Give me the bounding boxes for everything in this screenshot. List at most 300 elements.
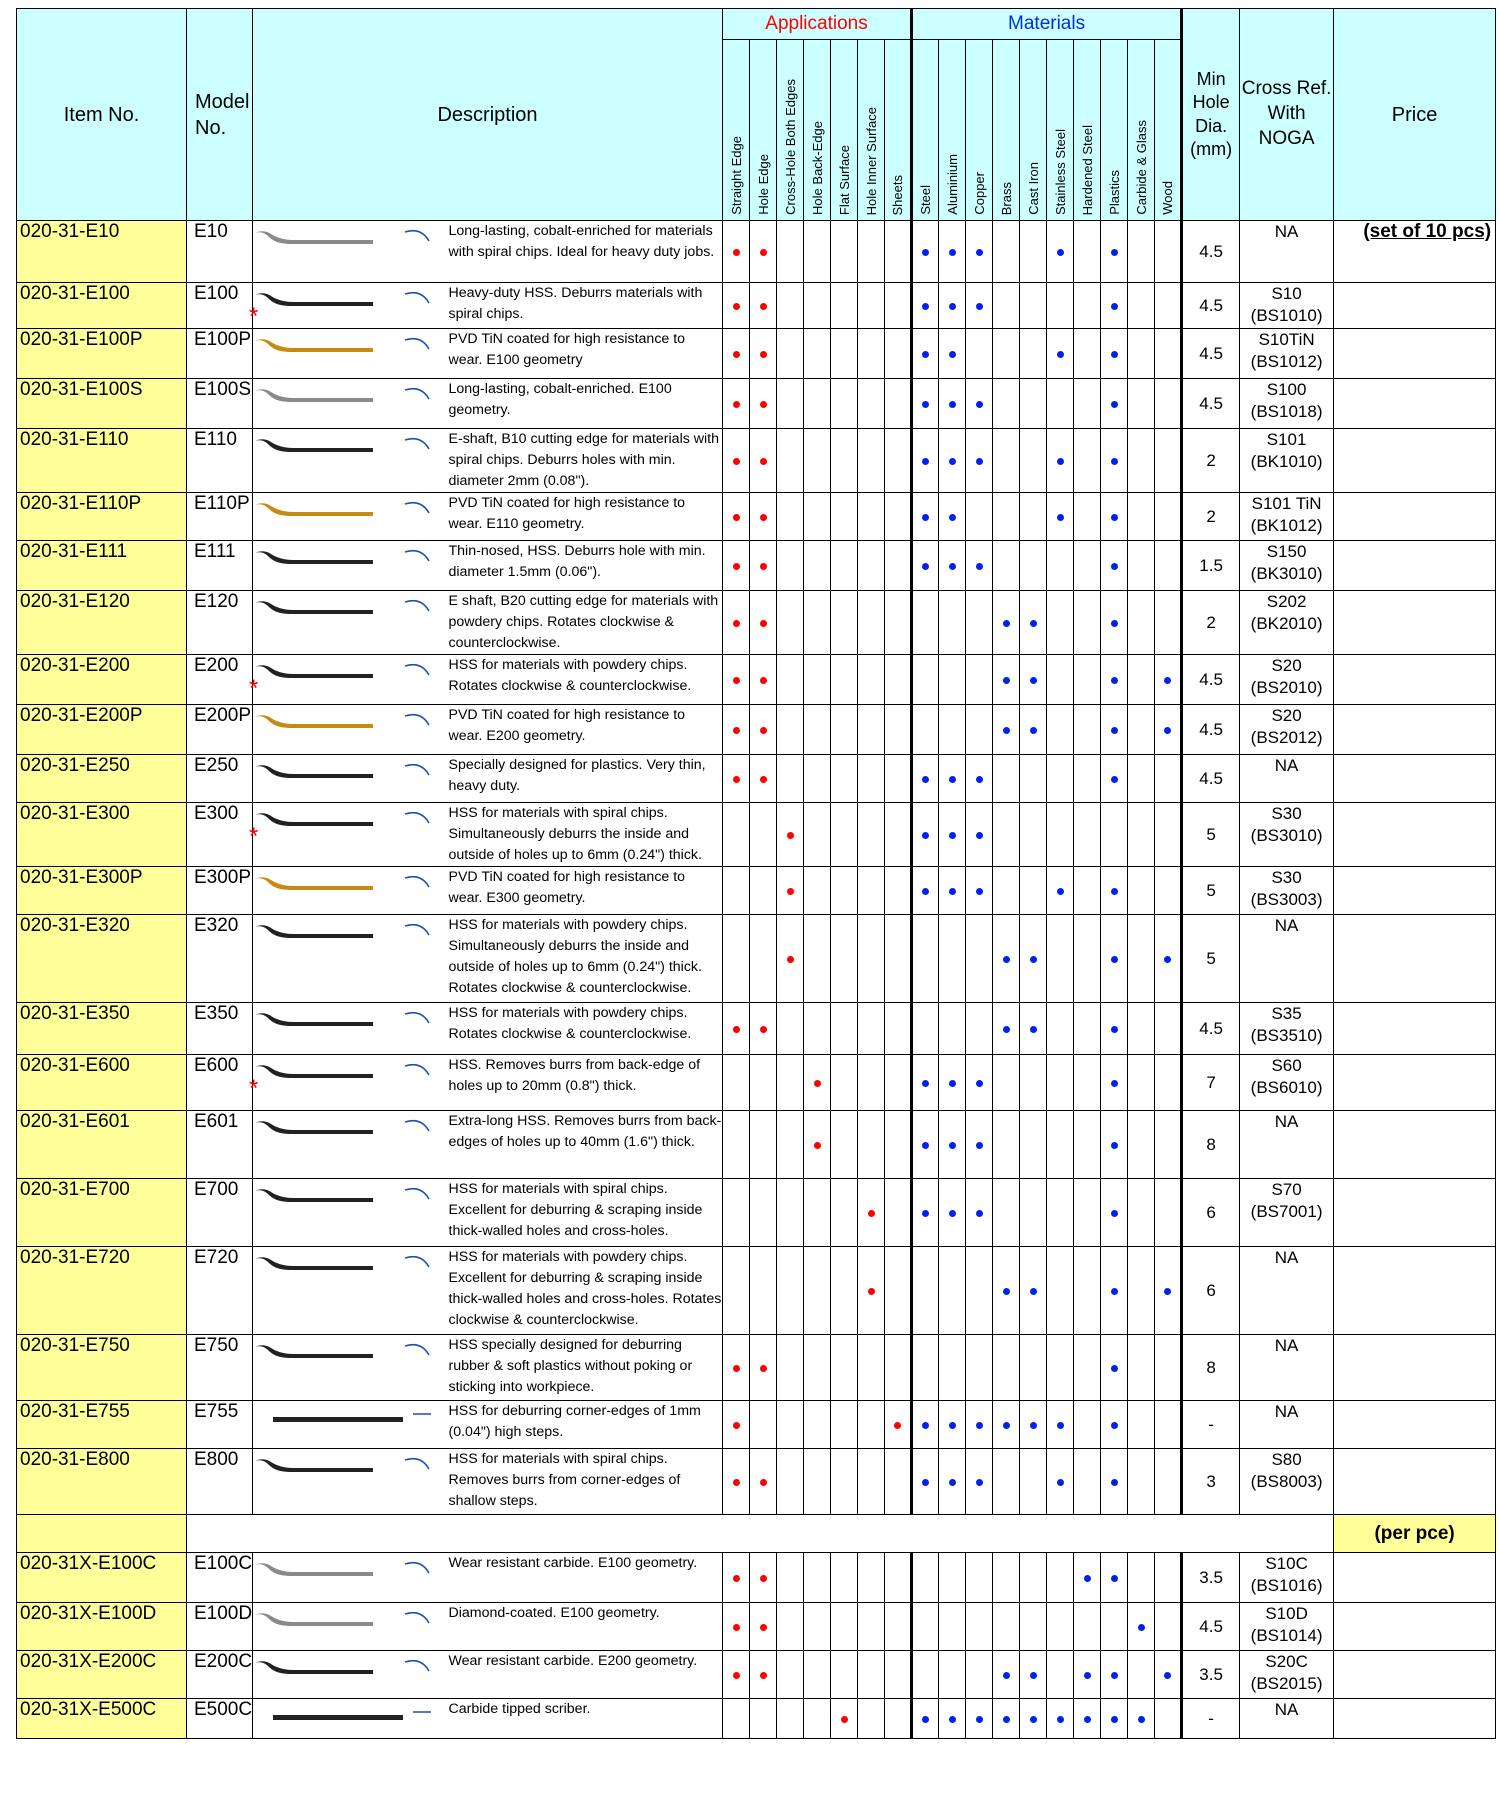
price-cell: [1334, 655, 1496, 705]
description-text: E-shaft, B10 cutting edge for materials with spiral chips. Deburrs holes with min. diameter 2mm (0.08").: [448, 431, 719, 489]
material-cell: [1047, 1055, 1074, 1111]
material-cell: [939, 705, 966, 755]
model-number: E200: [187, 655, 253, 705]
deburring-tool-icon: [253, 1409, 433, 1429]
material-cell: [939, 1603, 966, 1651]
material-cell: [939, 379, 966, 429]
material-cell: [1128, 221, 1155, 283]
application-cell: [723, 429, 750, 493]
item-number: 020-31-E120: [17, 591, 187, 655]
application-cell: [858, 1111, 885, 1179]
application-dot: [733, 727, 740, 734]
material-cell: [1020, 379, 1047, 429]
application-cell: [831, 1553, 858, 1603]
application-cell: [750, 283, 777, 329]
material-cell: [1128, 379, 1155, 429]
application-cell: [750, 1449, 777, 1515]
material-dot: [949, 1479, 956, 1486]
description-text: PVD TiN coated for high resistance to wear. E300 geometry.: [448, 869, 686, 906]
material-cell: [993, 541, 1020, 591]
material-cell: [1074, 1699, 1101, 1739]
application-dot: [814, 1080, 821, 1087]
material-cell: [1020, 1247, 1047, 1335]
material-cell: [939, 1003, 966, 1055]
description-text: HSS for deburring corner-edges of 1mm (0.04") high steps.: [448, 1403, 701, 1440]
application-cell: [777, 705, 804, 755]
material-cell: [993, 591, 1020, 655]
application-cell: [723, 221, 750, 283]
tool-image-cell: [253, 329, 443, 379]
material-cell: [912, 283, 939, 329]
application-cell: [885, 1603, 912, 1651]
material-cell: [1047, 1003, 1074, 1055]
material-cell: [1047, 221, 1074, 283]
tool-image-cell: [253, 1179, 443, 1247]
material-cell: [1101, 1003, 1128, 1055]
material-cell: [1074, 1651, 1101, 1699]
material-cell: [912, 541, 939, 591]
material-dot: [949, 1142, 956, 1149]
application-dot: [760, 727, 767, 734]
material-dot: [949, 563, 956, 570]
tool-image-cell: [253, 379, 443, 429]
application-dot: [760, 303, 767, 310]
material-cell: [1074, 1335, 1101, 1401]
application-cell: [858, 755, 885, 803]
material-cell: [993, 1003, 1020, 1055]
material-cell: [1101, 329, 1128, 379]
material-dot: [1030, 1422, 1037, 1429]
tool-image-cell: [253, 1553, 443, 1603]
application-dot: [760, 1479, 767, 1486]
table-row: [17, 1449, 1496, 1515]
table-row: [17, 1553, 1496, 1603]
material-cell: [1074, 1553, 1101, 1603]
asterisk-icon: *: [249, 823, 259, 850]
material-dot: [1164, 727, 1171, 734]
header-material-label: Aluminium: [944, 154, 960, 215]
application-cell: [804, 1603, 831, 1651]
application-cell: [723, 1179, 750, 1247]
material-dot: [1030, 1288, 1037, 1295]
application-cell: [885, 591, 912, 655]
application-cell: [777, 655, 804, 705]
application-cell: [750, 591, 777, 655]
material-dot: [1003, 620, 1010, 627]
application-cell: [831, 493, 858, 541]
application-cell: [777, 329, 804, 379]
material-cell: [1155, 655, 1182, 705]
noga-cross-reference: S20C (BS2015): [1240, 1651, 1334, 1699]
material-cell: [912, 1179, 939, 1247]
header-application-label: Sheets: [890, 174, 906, 215]
deburring-tool-icon: [253, 1011, 433, 1031]
header-description: Description: [253, 9, 723, 221]
noga-cross-reference: S10 (BS1010): [1240, 283, 1334, 329]
table-row: [17, 1401, 1496, 1449]
material-cell: [1128, 755, 1155, 803]
item-number: 020-31-E350: [17, 1003, 187, 1055]
material-cell: [1074, 915, 1101, 1003]
application-dot: [787, 832, 794, 839]
material-cell: [1020, 1553, 1047, 1603]
price-cell: [1334, 541, 1496, 591]
section-separator-row: [17, 1515, 1496, 1553]
material-cell: [1074, 867, 1101, 915]
material-cell: [1155, 755, 1182, 803]
application-cell: [831, 803, 858, 867]
noga-cross-reference: NA: [1240, 1247, 1334, 1335]
description-text: Long-lasting, cobalt-enriched for materials with spiral chips. Ideal for heavy duty jobs.: [448, 223, 715, 260]
description: [443, 283, 723, 329]
application-cell: [858, 655, 885, 705]
min-hole-diameter: 4.5: [1182, 329, 1240, 379]
material-cell: [1074, 283, 1101, 329]
deburring-tool-icon: [253, 1659, 433, 1679]
material-dot: [922, 776, 929, 783]
application-cell: [750, 541, 777, 591]
material-cell: [1020, 1335, 1047, 1401]
model-number: E750: [187, 1335, 253, 1401]
application-dot: [733, 1672, 740, 1679]
deburring-tool-icon: [253, 501, 433, 521]
material-cell: [1047, 705, 1074, 755]
description-text: Extra-long HSS. Removes burrs from back-edges of holes up to 40mm (1.6") thick.: [448, 1113, 722, 1150]
material-cell: [966, 705, 993, 755]
price-cell: [1334, 1179, 1496, 1247]
material-dot: [922, 249, 929, 256]
min-hole-diameter: 5: [1182, 915, 1240, 1003]
application-cell: [777, 1603, 804, 1651]
material-dot: [949, 1716, 956, 1723]
application-cell: [777, 493, 804, 541]
tool-image-cell: [253, 755, 443, 803]
application-cell: [885, 1179, 912, 1247]
material-dot: [1111, 1210, 1118, 1217]
application-cell: [804, 1335, 831, 1401]
material-cell: [1074, 803, 1101, 867]
material-cell: [1047, 1651, 1074, 1699]
material-dot: [1138, 1716, 1145, 1723]
model-number: E100S: [187, 379, 253, 429]
application-cell: [723, 379, 750, 429]
material-cell: [993, 379, 1020, 429]
tool-image-cell: [253, 1111, 443, 1179]
model-number: E500C: [187, 1699, 253, 1739]
noga-cross-reference: S202 (BK2010): [1240, 591, 1334, 655]
application-cell: [885, 283, 912, 329]
tool-image: [253, 501, 433, 521]
material-cell: [993, 1603, 1020, 1651]
application-cell: [804, 755, 831, 803]
material-cell: [939, 1247, 966, 1335]
material-cell: [1020, 429, 1047, 493]
item-number: 020-31X-E200C: [17, 1651, 187, 1699]
application-dot: [760, 1365, 767, 1372]
application-cell: [885, 1449, 912, 1515]
application-dot: [733, 1624, 740, 1631]
item-number: 020-31-E111: [17, 541, 187, 591]
material-cell: [1101, 379, 1128, 429]
tool-image: [253, 811, 433, 831]
application-cell: [777, 1179, 804, 1247]
header-application-label: Flat Surface: [836, 144, 852, 215]
deburring-tool-icon: [253, 663, 433, 683]
material-cell: [939, 1055, 966, 1111]
material-cell: [1101, 915, 1128, 1003]
application-cell: [804, 867, 831, 915]
application-cell: [804, 1401, 831, 1449]
min-hole-diameter: 4.5: [1182, 1603, 1240, 1651]
application-cell: [750, 1553, 777, 1603]
material-cell: [1155, 541, 1182, 591]
min-hole-diameter: 8: [1182, 1335, 1240, 1401]
tool-image: [253, 1659, 433, 1679]
price-cell: [1334, 1247, 1496, 1335]
material-cell: [1128, 1179, 1155, 1247]
description: [443, 221, 723, 283]
material-cell: [1020, 1055, 1047, 1111]
asterisk-icon: *: [249, 1075, 259, 1102]
material-cell: [966, 1651, 993, 1699]
model-number: E320: [187, 915, 253, 1003]
application-cell: [858, 803, 885, 867]
header-model-no: Model No.: [187, 9, 253, 221]
material-dot: [976, 1716, 983, 1723]
material-cell: [912, 1553, 939, 1603]
application-dot: [733, 1365, 740, 1372]
tool-image: [253, 1011, 433, 1031]
application-dot: [868, 1288, 875, 1295]
table-row: [17, 803, 1496, 867]
header-material-label: Carbide & Glass: [1133, 120, 1149, 215]
price-cell: [1334, 283, 1496, 329]
application-cell: [858, 1401, 885, 1449]
application-cell: [723, 755, 750, 803]
material-cell: [993, 867, 1020, 915]
min-hole-diameter: 2: [1182, 493, 1240, 541]
deburring-tool-icon: [253, 713, 433, 733]
application-cell: [804, 1553, 831, 1603]
material-cell: [1074, 1003, 1101, 1055]
price-cell: [1334, 803, 1496, 867]
material-cell: [993, 493, 1020, 541]
item-number: 020-31-E110P: [17, 493, 187, 541]
material-cell: [1020, 915, 1047, 1003]
application-dot: [733, 1479, 740, 1486]
material-cell: [1128, 1449, 1155, 1515]
material-cell: [1155, 1055, 1182, 1111]
material-cell: [1074, 1055, 1101, 1111]
price-cell: [1334, 1055, 1496, 1111]
material-cell: [1128, 1111, 1155, 1179]
application-dot: [760, 563, 767, 570]
model-number: E110: [187, 429, 253, 493]
application-dot: [894, 1422, 901, 1429]
price-cell: [1334, 1449, 1496, 1515]
application-cell: [777, 1699, 804, 1739]
model-number: E800: [187, 1449, 253, 1515]
application-cell: [858, 1179, 885, 1247]
material-cell: [1074, 755, 1101, 803]
material-cell: [993, 705, 1020, 755]
material-cell: [1155, 1553, 1182, 1603]
noga-cross-reference: S60 (BS6010): [1240, 1055, 1334, 1111]
application-cell: [777, 1055, 804, 1111]
description-text: Wear resistant carbide. E100 geometry.: [448, 1555, 698, 1571]
application-cell: [831, 1699, 858, 1739]
deburring-tool-icon: [253, 1457, 433, 1477]
material-cell: [1155, 1003, 1182, 1055]
table-row: [17, 591, 1496, 655]
tool-image-cell: [253, 1003, 443, 1055]
material-cell: [939, 1335, 966, 1401]
material-cell: [1155, 283, 1182, 329]
header-material-label: Steel: [918, 185, 934, 215]
material-dot: [1003, 727, 1010, 734]
noga-cross-reference: S100 (BS1018): [1240, 379, 1334, 429]
material-cell: [1155, 379, 1182, 429]
material-cell: [912, 1111, 939, 1179]
tool-image: [253, 229, 433, 249]
application-cell: [750, 221, 777, 283]
material-cell: [1155, 1179, 1182, 1247]
min-hole-diameter: 3.5: [1182, 1553, 1240, 1603]
item-number: 020-31X-E100D: [17, 1603, 187, 1651]
description-text: PVD TiN coated for high resistance to wear. E100 geometry: [448, 331, 686, 368]
material-dot: [1111, 888, 1118, 895]
material-cell: [966, 915, 993, 1003]
material-cell: [1020, 705, 1047, 755]
material-cell: [1155, 803, 1182, 867]
material-dot: [1084, 1716, 1091, 1723]
application-cell: [831, 1651, 858, 1699]
material-dot: [922, 1716, 929, 1723]
model-number: E100C: [187, 1553, 253, 1603]
material-cell: [1101, 705, 1128, 755]
material-cell: [1020, 1603, 1047, 1651]
application-cell: [750, 1699, 777, 1739]
material-cell: [1020, 1179, 1047, 1247]
material-dot: [949, 1080, 956, 1087]
material-cell: [993, 329, 1020, 379]
material-dot: [922, 514, 929, 521]
header-material-label: Stainless Steel: [1052, 129, 1068, 215]
application-cell: [831, 1335, 858, 1401]
application-cell: [831, 1401, 858, 1449]
model-number: E120: [187, 591, 253, 655]
model-number: E100P: [187, 329, 253, 379]
application-cell: [804, 1699, 831, 1739]
application-cell: [858, 591, 885, 655]
description-text: HSS for materials with powdery chips. Rotates clockwise & counterclockwise.: [448, 1005, 692, 1042]
material-dot: [976, 563, 983, 570]
material-cell: [966, 379, 993, 429]
header-material-0: [912, 40, 939, 221]
application-dot: [760, 1624, 767, 1631]
header-application-6: [885, 40, 912, 221]
noga-cross-reference: S10D (BS1014): [1240, 1603, 1334, 1651]
material-cell: [1101, 493, 1128, 541]
item-number: 020-31-E600: [17, 1055, 187, 1111]
material-cell: [966, 591, 993, 655]
material-cell: [1101, 1553, 1128, 1603]
tool-image: [253, 663, 433, 683]
application-cell: [777, 755, 804, 803]
noga-cross-reference: S30 (BS3010): [1240, 803, 1334, 867]
application-cell: [831, 1449, 858, 1515]
description: [443, 1335, 723, 1401]
model-number: E300P: [187, 867, 253, 915]
application-cell: [723, 329, 750, 379]
price-cell: [1334, 915, 1496, 1003]
material-cell: [1155, 1603, 1182, 1651]
application-dot: [733, 620, 740, 627]
description-text: Long-lasting, cobalt-enriched. E100 geometry.: [448, 381, 672, 418]
material-dot: [922, 1479, 929, 1486]
description: [443, 915, 723, 1003]
description-text: E shaft, B20 cutting edge for materials with powdery chips. Rotates clockwise & counterclockwise.: [448, 593, 719, 651]
material-dot: [1111, 1026, 1118, 1033]
noga-cross-reference: S101 (BK1010): [1240, 429, 1334, 493]
application-cell: [885, 803, 912, 867]
application-cell: [858, 1003, 885, 1055]
noga-cross-reference: NA: [1240, 1111, 1334, 1179]
application-cell: [885, 541, 912, 591]
material-cell: [993, 221, 1020, 283]
material-cell: [993, 1055, 1020, 1111]
min-hole-diameter: -: [1182, 1699, 1240, 1739]
material-cell: [966, 1179, 993, 1247]
material-cell: [1074, 329, 1101, 379]
application-cell: [777, 591, 804, 655]
material-dot: [1111, 1672, 1118, 1679]
material-cell: [966, 1003, 993, 1055]
application-cell: [804, 329, 831, 379]
application-cell: [777, 283, 804, 329]
material-cell: [1020, 803, 1047, 867]
material-cell: [1128, 493, 1155, 541]
material-cell: [912, 379, 939, 429]
material-cell: [1101, 1111, 1128, 1179]
material-cell: [1047, 283, 1074, 329]
material-cell: [993, 803, 1020, 867]
description-text: Carbide tipped scriber.: [448, 1701, 591, 1717]
deburring-tool-icon: [253, 1561, 433, 1581]
material-dot: [1003, 956, 1010, 963]
material-cell: [1155, 329, 1182, 379]
table-row: [17, 1179, 1496, 1247]
tool-image-cell: [253, 1335, 443, 1401]
material-cell: [993, 1335, 1020, 1401]
material-cell: [1101, 867, 1128, 915]
application-cell: [750, 755, 777, 803]
application-cell: [777, 803, 804, 867]
header-application-label: Hole Edge: [755, 154, 771, 215]
material-cell: [966, 1401, 993, 1449]
application-cell: [750, 1603, 777, 1651]
table-row: [17, 379, 1496, 429]
material-cell: [1074, 221, 1101, 283]
material-cell: [1128, 541, 1155, 591]
material-dot: [949, 458, 956, 465]
material-cell: [1101, 1335, 1128, 1401]
product-table: [16, 8, 1496, 1739]
table-row: [17, 429, 1496, 493]
min-hole-diameter: 5: [1182, 803, 1240, 867]
material-cell: [1074, 655, 1101, 705]
price-cell: [1334, 1699, 1496, 1739]
